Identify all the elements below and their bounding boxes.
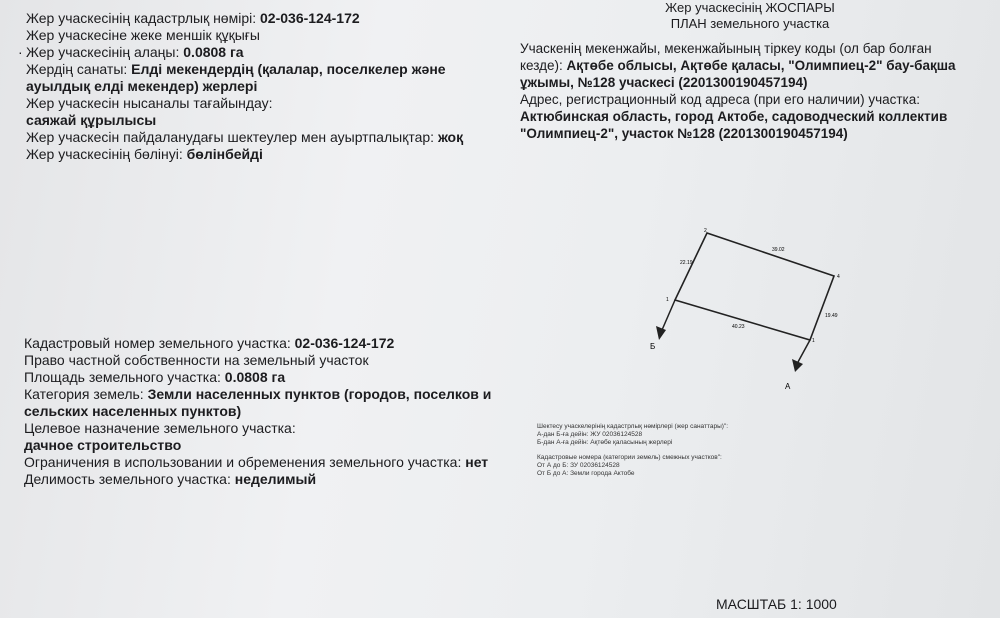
legend-adjacent-a: От А до Б: ЗУ 02036124528 (537, 462, 620, 469)
plot-plan-drawing (640, 220, 860, 405)
plot-boundary (675, 233, 834, 340)
plan-title-ru: ПЛАН земельного участка (670, 16, 830, 31)
ru-divisibility-value: неделимый (234, 471, 317, 487)
plot-plan-svg (640, 220, 860, 400)
point-label-2: 2 (704, 228, 707, 234)
ru-divisibility-line: Делимость земельного участка: неделимый (24, 471, 317, 487)
legend-adjacent-b: От Б до А: Земли города Актобе (537, 470, 635, 477)
kz-divisibility-line: Жер учаскесінің бөлінуі: бөлінбейді (26, 146, 263, 162)
kz-purpose-label: Жер учаскесін нысаналы тағайындау: (26, 95, 273, 111)
ru-restrictions-line: Ограничения в использовании и обременения земельного участка: нет (24, 454, 489, 470)
plan-header (600, 0, 900, 32)
kz-category-value: Елді мекендердің (қалалар, поселкелер және ауылдық елді мекендер) жерлері (26, 61, 446, 94)
kz-right-line: Жер учаскесіне жеке меншік құқығы (26, 27, 260, 43)
kz-category-line: Жердің санаты: Елді мекендердің (қалалар, поселкелер және ауылдық елді мекендер) жерлері (26, 61, 446, 94)
legend-neighbor-b: Б-дан А-ға дейін: Ақтөбе қаласының жерлері (537, 439, 673, 446)
kz-restrictions-line: Жер учаскесін пайдаланудағы шектеулер мен ауыртпалықтар: жоқ (26, 129, 464, 145)
kz-info-block (18, 10, 496, 163)
ru-area-value: 0.0808 га (224, 369, 286, 385)
neighbors-legend (537, 423, 787, 478)
ru-purpose-value: дачное строительство (24, 437, 182, 453)
address-ru-label: Адрес, регистрационный код адреса (при его наличии) участка: (520, 92, 921, 107)
kz-restrictions-value: жоқ (437, 129, 464, 145)
ru-restrictions-value: нет (465, 454, 489, 470)
side-length-1-2: 22.19 (680, 260, 693, 266)
side-length-2-4: 39.02 (772, 247, 785, 253)
kz-purpose-value: саяжай құрылысы (26, 112, 157, 128)
plan-title-kz: Жер учаскесінің ЖОСПАРЫ (665, 0, 835, 15)
legend-neighbors-title: Шектесу учаскелерінің кадастрлық нөмірлері (жер санаттары)": (537, 423, 729, 430)
side-length-1-1: 40.23 (732, 324, 745, 330)
legend-gap (537, 447, 787, 454)
point-label-1b: 1 (812, 338, 815, 344)
bullet-mark: · (18, 44, 23, 60)
arrow-a-label: А (785, 382, 791, 391)
ru-info-block (24, 335, 504, 488)
point-label-4: 4 (837, 274, 840, 280)
scale-label: МАСШТАБ 1: 1000 (716, 596, 837, 612)
arrow-b-label: Б (650, 342, 656, 351)
ru-purpose-label: Целевое назначение земельного участка: (24, 420, 296, 436)
side-length-4-1: 19.49 (825, 313, 838, 319)
ru-category-line: Категория земель: Земли населенных пунктов (городов, поселков и сельских населенных пунктов) (24, 386, 492, 419)
legend-neighbor-a: А-дан Б-ға дейін: ЖУ 02036124528 (537, 431, 643, 438)
ru-category-value: Земли населенных пунктов (городов, поселков и сельских населенных пунктов) (24, 386, 492, 419)
kz-cadastral-line: Жер учаскесінің кадастрлық нөмірі: 02-036-124-172 (26, 10, 360, 26)
point-label-1: 1 (666, 297, 669, 303)
kz-area-line: · Жер учаскесінің алаңы: 0.0808 га (18, 44, 244, 60)
ru-area-line: Площадь земельного участка: 0.0808 га (24, 369, 286, 385)
arrow-a-line (798, 340, 810, 362)
address-kz-value: Ақтөбе облысы, Ақтөбе қаласы, "Олимпиец-2" бау-бақша ұжымы, №128 учаскесі (2201300190457194) (520, 58, 956, 90)
address-ru-value: Актюбинская область, город Актобе, садоводческий коллектив "Олимпиец-2", участок №128 (2201300190457194) (520, 109, 948, 141)
address-kz: Учаскенің мекенжайы, мекенжайының тіркеу коды (ол бар болған кезде): Ақтөбе облысы, Ақтөбе қаласы, "Олимпиец-2" бау-бақша ұжымы, №128 учаскесі (2201300190457194) (520, 41, 956, 90)
kz-cadastral-value: 02-036-124-172 (260, 10, 360, 26)
ru-cadastral-line: Кадастровый номер земельного участка: 02-036-124-172 (24, 335, 395, 351)
ru-cadastral-value: 02-036-124-172 (294, 335, 395, 351)
kz-divisibility-value: бөлінбейді (186, 146, 263, 162)
address-block (520, 40, 970, 142)
legend-adjacent-title: Кадастровые номера (категории земель) смежных участков": (537, 454, 722, 461)
arrow-a-head (792, 359, 803, 372)
ru-right-line: Право частной собственности на земельный участок (24, 352, 369, 368)
arrow-b-line (662, 300, 675, 330)
arrow-b-head (656, 326, 666, 340)
kz-area-value: 0.0808 га (183, 44, 244, 60)
